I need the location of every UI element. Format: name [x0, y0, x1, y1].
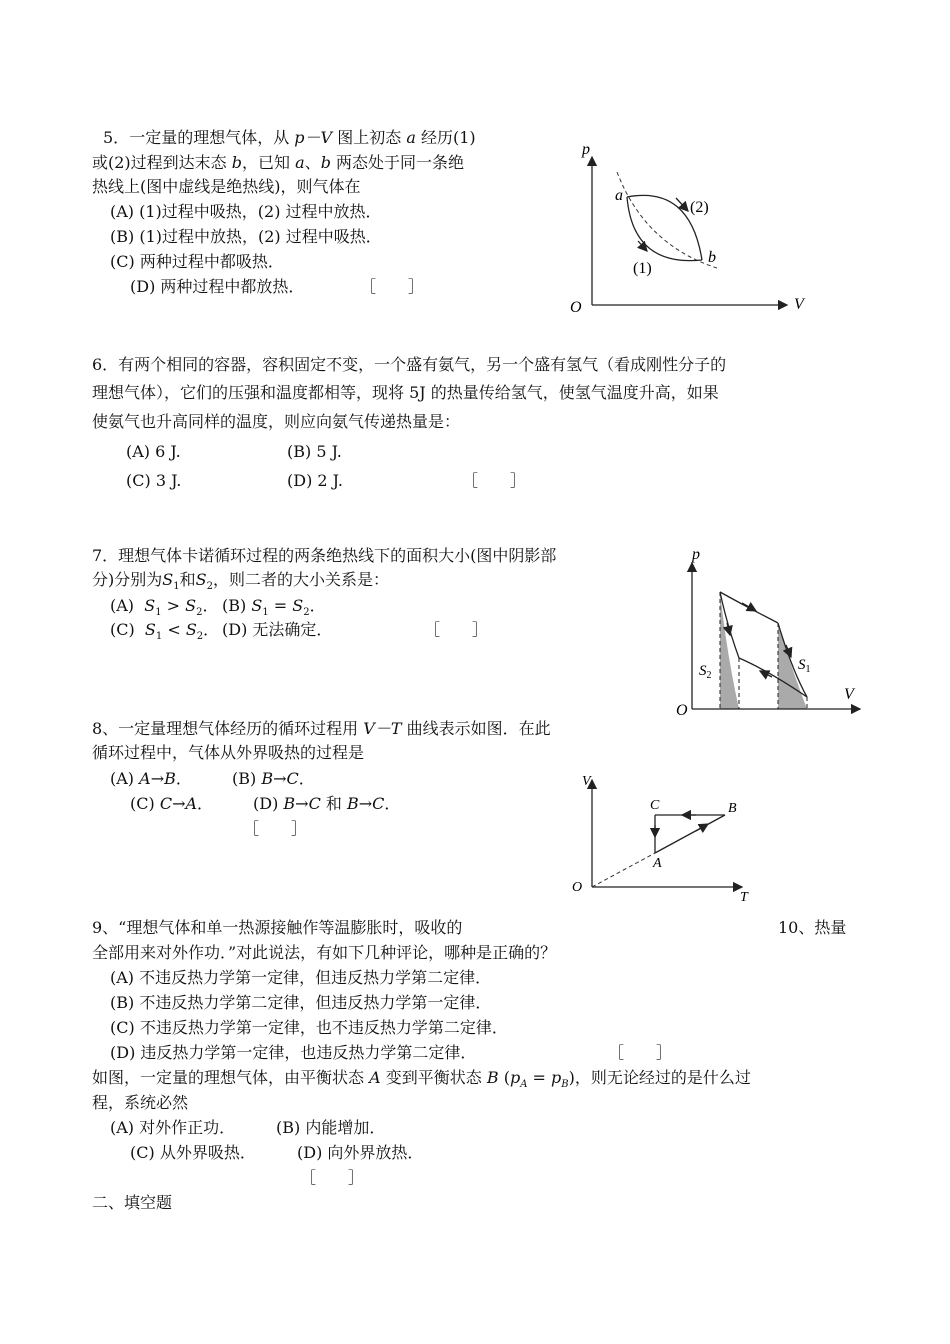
q8-line1: 8、一定量理想气体经历的循环过程用 V－T 曲线表示如图．在此 — [92, 719, 551, 738]
q7-label-v: V — [844, 686, 854, 703]
q6-option-c: (C) 3 J. — [126, 471, 182, 490]
q5-label-1: (1) — [633, 260, 652, 277]
q6-answer-bracket: ［ ］ — [462, 471, 527, 490]
q8-answer-bracket: ［ ］ — [243, 819, 308, 838]
q5-adiabat-dashed — [617, 172, 717, 268]
q10-line1: 如图，一定量的理想气体，由平衡状态 A 变到平衡状态 B $(p_A = p_B)$，则无论经过的是什么过 — [92, 1068, 751, 1091]
q7-label-origin: O — [676, 702, 688, 719]
q10-option-a: (A) 对外作正功． — [110, 1118, 236, 1137]
q8-option-d: (D) B→C 和 B→C． — [253, 794, 401, 813]
q5-pv-diagram — [565, 135, 815, 315]
q5-answer-bracket: ［ ］ — [360, 277, 425, 296]
q7-label-s1: $S_1$ — [798, 657, 811, 675]
q7-answer-bracket: ［ ］ — [424, 620, 489, 639]
q10-option-d: (D) 向外界放热． — [297, 1143, 424, 1162]
q9-line1: 9、“理想气体和单一热源接触作等温膨胀时，吸收的 — [92, 918, 463, 937]
q8-option-a: (A) A→B． — [110, 769, 192, 788]
q8-label-a: A — [653, 856, 662, 871]
q7-carnot-diagram — [672, 545, 872, 720]
q5-label-a: a — [615, 187, 623, 204]
q8-label-t: T — [740, 890, 748, 905]
q5-label-v: V — [794, 296, 804, 313]
q8-vt-diagram — [570, 775, 760, 905]
q5-option-a: (A) (1)过程中吸热，(2) 过程中放热． — [110, 202, 382, 221]
q5-label-2: (2) — [690, 199, 709, 216]
q5-number: 5． — [103, 128, 130, 147]
q9-option-a: (A) 不违反热力学第一定律，但违反热力学第二定律． — [110, 968, 492, 987]
q7-option-d: (D) 无法确定． — [222, 620, 333, 639]
q6-line1: 6．有两个相同的容器，容积固定不变，一个盛有氨气，另一个盛有氢气（看成刚性分子的 — [92, 355, 727, 374]
q7-label-s2: $S_2$ — [699, 663, 712, 681]
q6-option-d: (D) 2 J. — [287, 471, 343, 490]
q7-label-p: p — [692, 546, 700, 563]
q7-option-c: (C) $S_1 < S_2$． — [110, 620, 220, 643]
q8-label-v: V — [582, 774, 591, 789]
q5-label-p: p — [582, 141, 590, 158]
q10-option-b: (B) 内能增加． — [276, 1118, 386, 1137]
q5-label-b: b — [708, 249, 716, 266]
q5-arrow-1 — [638, 241, 647, 251]
q8-dashed-origin-line — [592, 853, 655, 887]
q6-line2: 理想气体），它们的压强和温度都相等，现将 5J 的热量传给氢气，使氢气温度升高，如果 — [92, 383, 719, 402]
q5-arrow-2 — [676, 198, 688, 211]
q7-option-b: (B) $S_1 = S_2$． — [222, 596, 326, 619]
q6-option-b: (B) 5 J. — [287, 442, 342, 461]
q9-line2: 全部用来对外作功．”对此说法，有如下几种评论，哪种是正确的？ — [92, 943, 557, 962]
q8-label-c: C — [650, 798, 660, 813]
q5-line1: 5．一定量的理想气体，从 p－V 图上初态 a 经历(1) — [103, 128, 476, 147]
q6-line3: 使氨气也升高同样的温度，则应向氨气传递热量是： — [92, 412, 461, 431]
q9-option-b: (B) 不违反热力学第二定律，但违反热力学第一定律． — [110, 993, 492, 1012]
q9-option-c: (C) 不违反热力学第一定律，也不违反热力学第二定律． — [110, 1018, 508, 1037]
q8-label-b: B — [728, 801, 737, 816]
q8-label-origin: O — [572, 880, 583, 895]
q8-option-c: (C) C→A． — [130, 794, 214, 813]
q8-line-ab — [655, 815, 725, 853]
q5-option-c: (C) 两种过程中都吸热． — [110, 252, 284, 271]
q7-line1: 7．理想气体卡诺循环过程的两条绝热线下的面积大小(图中阴影部 — [92, 546, 557, 565]
q5-option-b: (B) (1)过程中放热，(2) 过程中吸热． — [110, 227, 382, 246]
q5-label-origin: O — [570, 299, 582, 316]
q5-line2: 或(2)过程到达末态 b，已知 a、b 两态处于同一条绝 — [92, 153, 465, 172]
q10-number-heading: 10、热量 — [778, 918, 847, 937]
q7-arrow-top — [742, 603, 756, 611]
q7-line2: 分)分别为$S_1$和$S_2$，则二者的大小关系是： — [92, 570, 389, 593]
q6-option-a: (A) 6 J. — [126, 442, 181, 461]
q5-line3: 热线上(图中虚线是绝热线)，则气体在 — [92, 177, 361, 196]
q9-option-d: (D) 违反热力学第一定律，也违反热力学第二定律． — [110, 1043, 477, 1062]
q5-option-d: (D) 两种过程中都放热． — [130, 277, 305, 296]
q8-line2: 循环过程中，气体从外界吸热的过程是 — [92, 743, 365, 762]
q10-option-c: (C) 从外界吸热． — [130, 1143, 256, 1162]
q9-answer-bracket: ［ ］ — [608, 1043, 673, 1062]
q8-arrow-ab — [696, 824, 708, 831]
q10-answer-bracket: ［ ］ — [300, 1168, 365, 1187]
section-2-heading: 二、填空题 — [92, 1193, 173, 1212]
q7-option-a: (A) $S_1 > S_2$． — [110, 596, 219, 619]
q10-line2: 程，系统必然 — [92, 1093, 189, 1112]
q8-option-b: (B) B→C． — [232, 769, 315, 788]
